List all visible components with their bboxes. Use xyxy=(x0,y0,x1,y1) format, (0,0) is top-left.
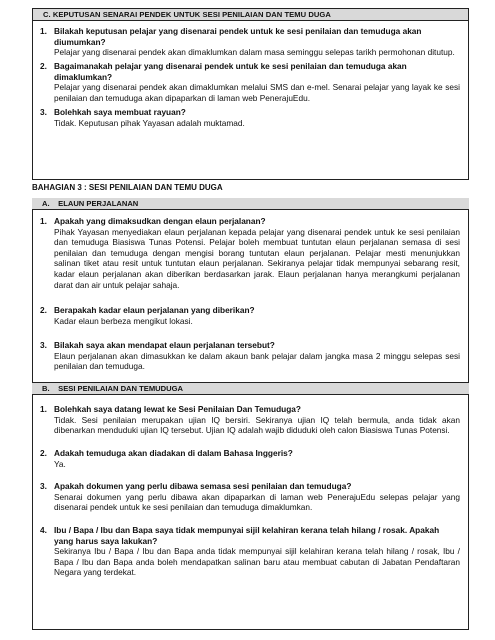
question-text: Bagaimanakah pelajar yang disenarai pendek untuk ke sesi penilaian dan temuduga akan dimaklumkan? xyxy=(54,61,407,82)
question-number: 1. xyxy=(40,404,47,414)
section-a-header xyxy=(32,198,469,210)
answer-text: Sekiranya Ibu / Bapa / Ibu dan Bapa anda tidak mempunyai sijil kelahiran kerana telah hilang / rosak, Ibu / Bapa / Ibu dan Bapa anda boleh mendapatkan salinan baru atau membuat cabutan di Jabatan Pendaftaran Negara yang terdekat. xyxy=(54,546,460,578)
answer-text: Tidak. Keputusan pihak Yayasan adalah muktamad. xyxy=(54,117,245,128)
section-b-label: B. xyxy=(42,384,50,393)
question-number: 2. xyxy=(40,305,47,315)
question-text: Bilakah keputusan pelajar yang disenarai pendek untuk ke sesi penilaian dan temuduga akan diumumkan? xyxy=(54,26,422,47)
answer-text: Senarai dokumen yang perlu dibawa akan dipaparkan di laman web PenerajuEdu selepas pelajar yang disenarai pendek untuk ke sesi penilaian dan temuduga dimaklumkan. xyxy=(54,491,460,513)
answer-text: Kadar elaun berbeza mengikut lokasi. xyxy=(54,315,193,326)
section-b-title: SESI PENILAIAN DAN TEMUDUGA xyxy=(58,384,184,393)
question-number: 2. xyxy=(40,448,47,458)
faq-item xyxy=(40,26,460,58)
question-text: Berapakah kadar elaun perjalanan yang diberikan? xyxy=(54,305,255,315)
section-a-label: A. xyxy=(42,199,50,208)
faq-item xyxy=(40,216,460,290)
faq-item xyxy=(40,107,460,128)
question-text: Apakah dokumen yang perlu dibawa semasa sesi penilaian dan temuduga? xyxy=(54,481,352,491)
answer-text: Ya. xyxy=(54,458,66,469)
question-text: Bolehkah saya membuat rayuan? xyxy=(54,107,186,117)
bahagian-3-title: BAHAGIAN 3 : SESI PENILAIAN DAN TEMU DUGA xyxy=(32,183,223,192)
answer-text: Pelajar yang disenarai pendek akan dimaklumkan dalam masa seminggu selepas tarikh permohonan ditutup. xyxy=(54,47,455,58)
section-a-title: ELAUN PERJALANAN xyxy=(58,199,139,208)
question-number: 1. xyxy=(40,216,47,226)
faq-item xyxy=(40,481,460,513)
answer-text: Pihak Yayasan menyediakan elaun perjalanan kepada pelajar yang disenarai pendek untuk ke sesi penilaian dan temuduga Biasiswa Tunas Potensi. Pelajar boleh membuat tuntutan elaun perjalanan semasa di sesi penilaian dan temuduga dengan mengisi borang tuntutan elaun perjalanan. Pelajar mesti menunjukkan salinan tiket atau resit untuk tuntutan elaun perjalanan. Sekiranya pelajar tidak mempunyai sebarang resit, kadar elaun perjalanan akan diberikan berdasarkan jarak. Elaun perjalanan hanya merangkumi perjalanan darat dan air untuk pelajar sahaja. xyxy=(54,226,460,290)
faq-item xyxy=(40,404,460,436)
question-number: 3. xyxy=(40,481,47,491)
question-text: Apakah yang dimaksudkan dengan elaun perjalanan? xyxy=(54,216,266,226)
answer-text: Elaun perjalanan akan dimasukkan ke dalam akaun bank pelajar dalam jangka masa 2 minggu selepas sesi penilaian dan temuduga. xyxy=(54,350,460,372)
question-number: 1. xyxy=(40,26,47,36)
faq-item xyxy=(40,340,460,372)
question-number: 3. xyxy=(40,340,47,350)
question-text: Ibu / Bapa / Ibu dan Bapa saya tidak mempunyai sijil kelahiran kerana telah hilang / rosak. Apakah yang harus saya lakukan? xyxy=(54,525,440,546)
section-c-header: C. KEPUTUSAN SENARAI PENDEK UNTUK SESI PENILAIAN DAN TEMU DUGA xyxy=(33,9,468,21)
section-b-header xyxy=(32,382,469,395)
faq-item xyxy=(40,448,460,469)
answer-text: Tidak. Sesi penilaian merupakan ujian IQ bersiri. Sekiranya ujian IQ telah bermula, anda tidak akan dibenarkan menduduki ujian IQ tersebut. Ujian IQ adalah wajib diduduki oleh calon Biasiswa Tunas Potensi. xyxy=(54,414,460,436)
answer-text: Pelajar yang disenarai pendek akan dimaklumkan melalui SMS dan e-mel. Senarai pelajar yang layak ke sesi penilaian dan temuduga akan dipaparkan di laman web PenerajuEdu. xyxy=(54,82,460,103)
faq-item xyxy=(40,61,460,103)
faq-item xyxy=(40,305,460,326)
faq-item xyxy=(40,525,460,578)
question-number: 4. xyxy=(40,525,47,535)
question-number: 3. xyxy=(40,107,47,117)
question-text: Bilakah saya akan mendapat elaun perjalanan tersebut? xyxy=(54,340,275,350)
question-number: 2. xyxy=(40,61,47,71)
question-text: Adakah temuduga akan diadakan di dalam Bahasa Inggeris? xyxy=(54,448,293,458)
question-text: Bolehkah saya datang lewat ke Sesi Penilaian Dan Temuduga? xyxy=(54,404,301,414)
